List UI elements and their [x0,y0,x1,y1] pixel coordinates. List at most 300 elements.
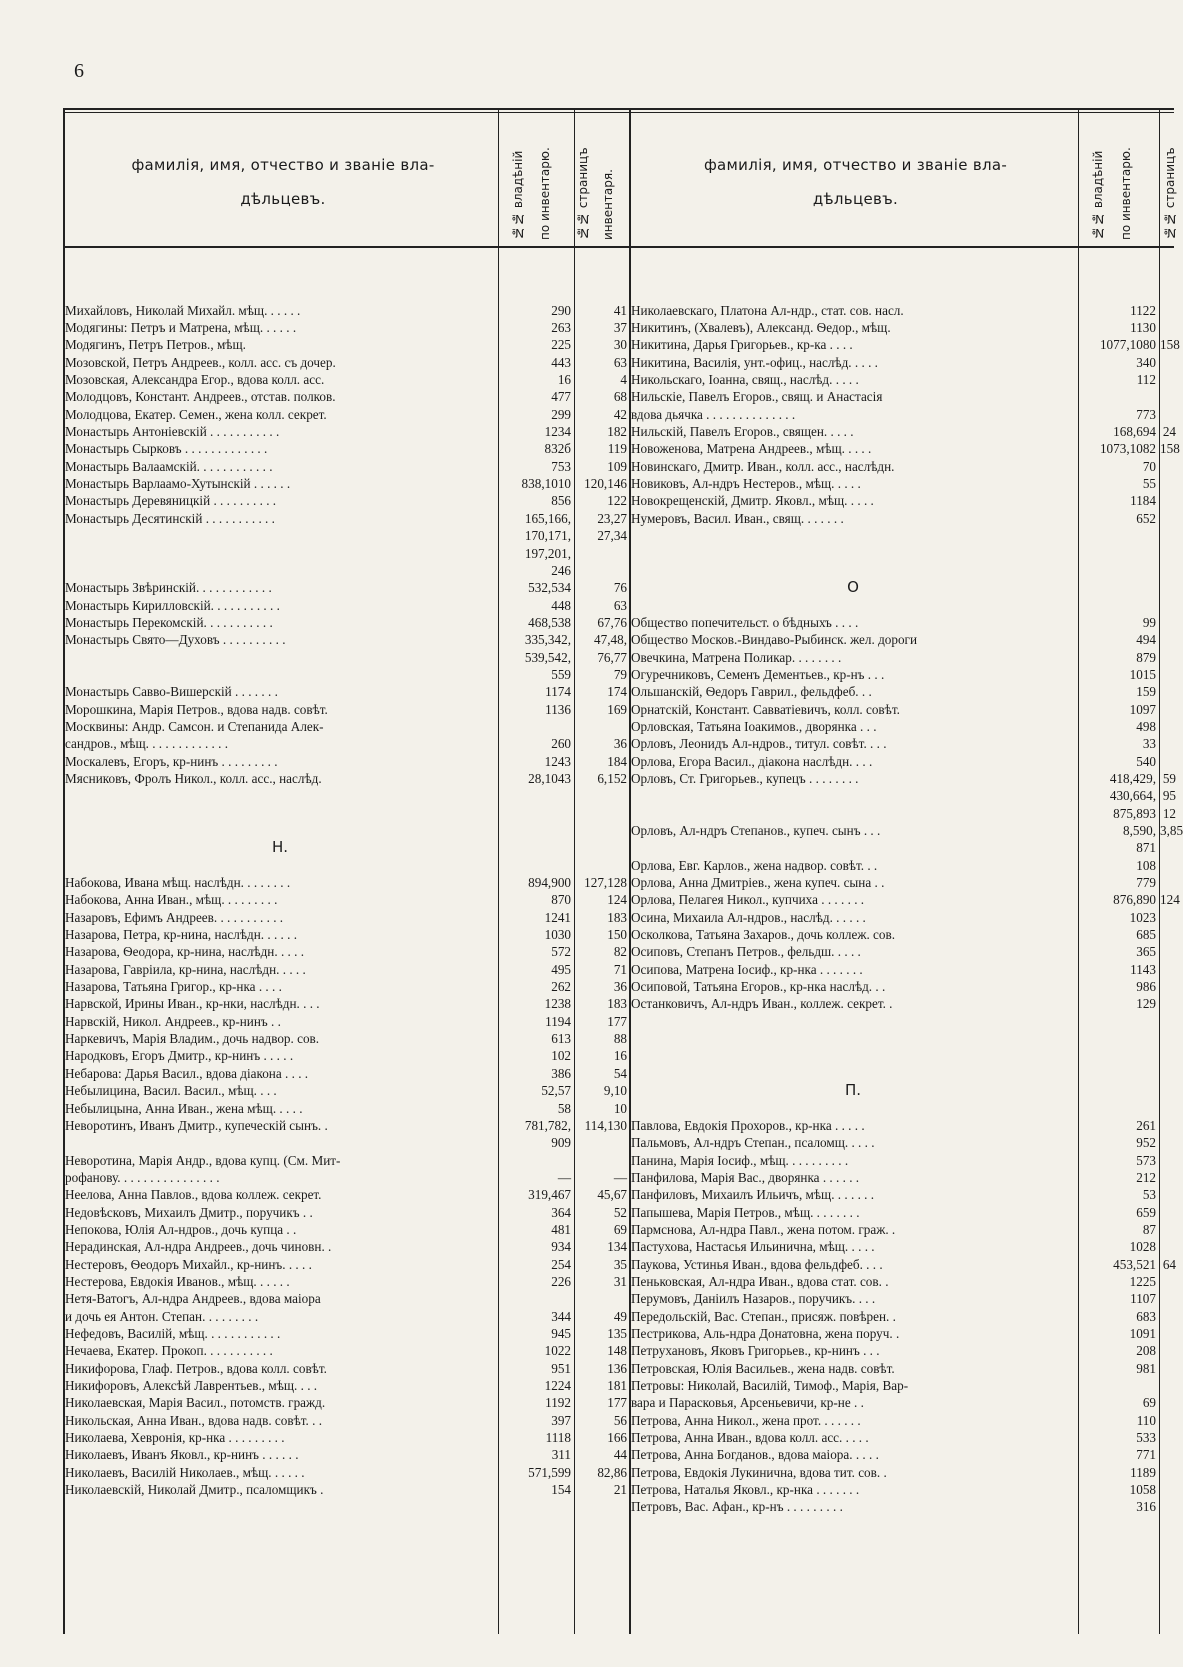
inventory-page: 158 [1160,441,1180,457]
inventory-number: 871 [1136,840,1156,856]
owner-name: Новокрещенскій, Дмитр. Яковл., мѣщ. . . . . [631,493,874,509]
entry-row [631,995,1176,1012]
owner-name: Недовѣсковъ, Михаилъ Дмитр., поручикъ . . [65,1204,313,1220]
owner-name: Пальмовъ, Ал-ндръ Степан., псаломщ. . . . . [631,1135,875,1151]
section-letter [631,1082,1075,1099]
entry-row [631,770,1176,787]
inventory-number: 263 [551,320,571,336]
owner-name: Монастырь Перекомскій. . . . . . . . . . . [65,614,273,630]
owner-name: Монастырь Варлаамо-Хутынскій . . . . . . [65,476,291,492]
inventory-number: 55 [1142,476,1156,492]
inventory-number: 1028 [1129,1239,1156,1255]
owner-name: Орлова, Егора Васил., діакона наслѣдн. . . . [631,753,873,769]
entry-row [65,1360,629,1377]
inventory-page: — [613,1169,627,1185]
entry-row [65,510,629,527]
inventory-number: 418,429, [1109,770,1156,786]
inventory-number: 386 [551,1065,571,1081]
entry-row [65,1481,629,1498]
inventory-number: 87 [1142,1221,1156,1237]
inventory-number: 934 [551,1239,571,1255]
entry-row [65,475,629,492]
inventory-number: 1194 [545,1013,571,1029]
inventory-number: 477 [551,389,571,405]
owner-name: Осиповой, Татьяна Егоров., кр-нка наслѣд. . . [631,979,886,995]
owner-name: Останковичъ, Ал-ндръ Иван., коллеж. секрет. . [631,996,893,1012]
owner-name: Орловъ, Ст. Григорьев., купецъ . . . . . . . . [631,770,859,786]
owner-name: Морошкина, Марія Петров., вдова надв. совѣт. [65,701,328,717]
owner-name: Николаевская, Марія Васил., потомств. гражд. [65,1395,326,1411]
entry-row [631,1256,1176,1273]
right-num-header-sub: по инвентарю. [1119,147,1133,240]
entry-row [65,1152,629,1169]
owner-name: Невоpотинъ, Иванъ Дмитр., купеческій сынъ. . [65,1117,328,1133]
inventory-number: 448 [551,597,571,613]
entry-row [65,770,629,787]
left-page-header: №№ страницъ [576,147,590,240]
entry-row [631,1446,1176,1463]
owner-name: Николаевскій, Николай Дмитр., псаломщикъ . [65,1482,324,1498]
inventory-number: 99 [1142,614,1156,630]
owner-name: Народковъ, Егоръ Дмитр., кр-нинъ . . . . . [65,1048,294,1064]
inventory-number: 498 [1136,718,1156,734]
inventory-page: 36 [613,979,627,995]
entry-row [65,302,629,319]
inventory-number: 685 [1136,927,1156,943]
entry-row [631,1117,1176,1134]
inventory-number: 70 [1142,458,1156,474]
owner-name: Овечкина, Матрена Поликар. . . . . . . . [631,649,842,665]
entry-row [631,267,1176,284]
inventory-page: 30 [613,337,627,353]
header-bottom-border [63,246,1174,248]
owner-name: Петрова, Наталья Яковл., кр-нка . . . . . . . [631,1482,860,1498]
entry-row [631,1481,1176,1498]
inventory-number: 539,542, [524,649,571,665]
owner-name: Молодцова, Екатер. Семен., жена колл. секрет. [65,406,327,422]
entry-row [631,1412,1176,1429]
inventory-page: 64 [1162,1256,1176,1272]
inventory-page: 35 [613,1256,627,1272]
inventory-number: 1184 [1130,493,1156,509]
inventory-page: 184 [607,753,627,769]
inventory-number: 69 [1142,1395,1156,1411]
owner-name: Осипова, Матрена Іосиф., кр-нка . . . . . . . [631,961,863,977]
entry-row [631,943,1176,960]
inventory-page: 88 [613,1031,627,1047]
inventory-page: 127,128 [584,875,627,891]
inventory-page: 120,146 [584,476,627,492]
entry-row [65,1013,629,1030]
entry-row [65,1238,629,1255]
inventory-page: 63 [613,354,627,370]
section-letter-text: О [847,578,859,597]
owner-name: Монастырь Антоніевскій . . . . . . . . . . . [65,424,280,440]
owner-name: Ольшанскій, Ѳедоръ Гаврил., фельдфеб. . . [631,684,872,700]
entry-row [65,1429,629,1446]
table-top-border [63,108,1174,110]
section-letter [631,579,1075,596]
inventory-page: 114,130 [584,1117,627,1133]
entry-row [631,891,1180,908]
owner-name: Орловъ, Леонидъ Ал-ндров., титул. совѣт. . . . [631,736,887,752]
owner-name: Петрухановъ, Яковъ Григорьев., кр-нинъ . . . [631,1343,880,1359]
inventory-page: 16 [613,1048,627,1064]
inventory-number: 659 [1136,1204,1156,1220]
entry-row [631,371,1176,388]
entry-row [631,857,1176,874]
inventory-number: 58 [557,1100,571,1116]
owner-name: Никитина, Дарья Григорьев., кр-ка . . . . [631,337,853,353]
inventory-number: 246 [551,562,571,578]
owner-name: Монастырь Савво-Вишерскій . . . . . . . [65,684,278,700]
inventory-page: 76,77 [597,649,627,665]
owner-name: Монастырь Валаамскій. . . . . . . . . . . . [65,458,273,474]
owner-name: Паукова, Устинья Иван., вдова фельдфеб. . . . [631,1256,883,1272]
entry-row [631,874,1176,891]
inventory-number: 773 [1136,406,1156,422]
owner-name: Новоженова, Матрена Андреев., мѣщ. . . . . [631,441,872,457]
owner-name: Москвины: Андр. Самсон. и Степанида Алек- [65,718,324,734]
entry-row [631,1308,1176,1325]
inventory-page: 181 [607,1378,627,1393]
entry-row [65,319,629,336]
entry-row [631,1100,1176,1117]
owner-name: и дочь ея Антон. Степан. . . . . . . . . [65,1308,259,1324]
entry-row [65,1377,629,1394]
inventory-page: 150 [607,927,627,943]
inventory-number: 832б [544,441,571,457]
entry-row [65,267,629,284]
entry-row [65,631,629,648]
owner-name: Монастырь Свято—Духовъ . . . . . . . . . . [65,632,286,648]
owner-name: Перумовъ, Даніилъ Назаров., поручикъ. . . . [631,1291,876,1307]
owner-name: Осиповъ, Степанъ Петров., фельдш. . . . . [631,944,861,960]
entry-row [631,406,1176,423]
entry-row [65,683,629,700]
inventory-number: 165,166, [524,510,571,526]
inventory-page: 71 [613,961,627,977]
owner-name: Нестеровъ, Ѳеодоръ Михайл., кр-нинъ. . . . . [65,1256,312,1272]
owner-name: Назарова, Татьяна Григор., кр-нка . . . . [65,979,282,995]
owner-name: Молодцовъ, Констант. Андреев., отстав. полков. [65,389,336,405]
inventory-page: 76 [613,580,627,596]
owner-name: Никифоровъ, Алексѣй Лаврентьев., мѣщ. . . . [65,1378,318,1393]
inventory-number: 1225 [1129,1273,1156,1289]
owner-name: Петрова, Анна Никол., жена прот. . . . . . . [631,1412,861,1428]
section-letter [65,839,495,856]
right-name-header: фамилія, имя, отчество и званіе вла- дѣльцевъ. [703,156,1008,208]
entry-row [631,1134,1176,1151]
entry-row [631,440,1180,457]
inventory-page: 122 [607,493,627,509]
owner-name: Невоpотина, Марія Андр., вдова купц. (См. Мит- [65,1152,341,1168]
inventory-number: 1073,1082 [1099,441,1156,457]
owner-name: Новинскаго, Дмитр. Иван., колл. асс., наслѣдн. [631,458,895,474]
entry-row [631,1342,1176,1359]
inventory-number: 495 [551,961,571,977]
entry-row [631,631,1176,648]
inventory-number: 53 [1142,1187,1156,1203]
inventory-number: 981 [1136,1360,1156,1376]
entry-row [65,1100,629,1117]
inventory-number: 1097 [1129,701,1156,717]
section-letter-text: П. [844,1081,862,1100]
inventory-number: 1192 [545,1395,571,1411]
inventory-number: 1243 [544,753,571,769]
entry-row [631,1377,1176,1394]
entry-row [631,649,1176,666]
inventory-number: 573 [1136,1152,1156,1168]
inventory-page: 44 [613,1447,627,1463]
inventory-page: 3,85 [1160,823,1183,838]
inventory-number: 1174 [545,684,571,700]
owner-name: Непокова, Юлія Ал-ндров., дочь купца . . [65,1221,297,1237]
owner-name: Нумеровъ, Васил. Иван., свящ. . . . . . . [631,510,844,526]
inventory-page: 41 [613,302,627,318]
owner-name: Папышева, Марія Петров., мѣщ. . . . . . . . [631,1204,860,1220]
entry-row [631,701,1176,718]
owner-name: Набокова, Ивана мѣщ. наслѣдн. . . . . . . . [65,875,291,891]
owner-name: Петровская, Юлія Васильев., жена надв. совѣт. [631,1360,895,1376]
inventory-page: 6,152 [597,770,627,786]
owner-name: Николаевъ, Василій Николаев., мѣщ. . . . . . [65,1464,305,1480]
owner-name: Нерадинская, Ал-ндра Андреев., дочь чиновн. . [65,1239,332,1255]
owner-name: Осколкова, Татьяна Захаров., дочь коллеж. сов. [631,927,896,943]
entry-row [631,909,1176,926]
entry-row [631,458,1176,475]
inventory-number: 443 [551,354,571,370]
owner-name: Нефедовъ, Василій, мѣщ. . . . . . . . . . . . [65,1325,281,1341]
owner-name: Нестерова, Евдокія Иванов., мѣщ. . . . . . [65,1273,290,1289]
owner-name: Никольская, Анна Иван., вдова надв. совѣт. . . [65,1412,323,1428]
inventory-page: 42 [613,406,627,422]
inventory-page: 52 [613,1204,627,1220]
inventory-page: 63 [613,597,627,613]
inventory-number: 683 [1136,1308,1156,1324]
inventory-number: 951 [551,1360,571,1376]
inventory-number: 779 [1136,875,1156,891]
inventory-number: 652 [1136,510,1156,526]
inventory-number: 559 [551,666,571,682]
entry-row [631,1325,1176,1342]
entry-row [65,1446,629,1463]
entry-row [65,666,629,683]
inventory-number: 771 [1136,1447,1156,1463]
owner-name: Орнатскій, Констант. Савватіевичъ, колл. совѣт. [631,701,900,717]
inventory-page: 36 [613,736,627,752]
owner-name: вара и Парасковья, Арсеньевичи, кр-не . . [631,1395,864,1411]
entry-row [631,1394,1176,1411]
entry-row [65,527,629,544]
inventory-number: 572 [551,944,571,960]
section-letter-text: Н. [271,838,289,857]
entry-row [65,597,629,614]
owner-name: Пастухова, Настасья Ильинична, мѣщ. . . . . [631,1239,875,1255]
entry-row [631,510,1176,527]
owner-name: Никитинъ, (Хвалевъ), Александ. Ѳедор., мѣщ. [631,320,891,336]
entry-row [65,1256,629,1273]
inventory-page: 4 [620,372,627,388]
entry-row [65,787,629,804]
entry-row [65,1117,629,1134]
inventory-number: 986 [1136,979,1156,995]
entry-row [631,926,1176,943]
entry-row [65,1325,629,1342]
inventory-number: 1189 [1130,1464,1156,1480]
inventory-number: 1234 [544,424,571,440]
inventory-number: 481 [551,1221,571,1237]
owner-name: Орловская, Татьяна Іоакимов., дворянка . . . [631,718,877,734]
entry-row [65,336,629,353]
left-name-header: фамилія, имя, отчество и званіе вла- дѣльцевъ. [131,156,435,208]
inventory-number: 311 [551,1447,571,1463]
inventory-number: 364 [551,1204,571,1220]
right-entries [631,267,1183,1516]
inventory-number: 1118 [545,1430,571,1446]
entry-row [631,787,1176,804]
entry-row [65,284,629,301]
owner-name: Модягинъ, Петръ Петров., мѣщ. [65,337,246,353]
owner-name: Панина, Марія Іосиф., мѣщ. . . . . . . . . . [631,1152,849,1168]
entry-row [631,1273,1176,1290]
inventory-number: 16 [557,372,571,388]
inventory-number: — [557,1169,571,1185]
register-table [63,108,1183,1634]
entry-row [65,1047,629,1064]
entry-row [631,683,1176,700]
inventory-page: 183 [607,996,627,1012]
inventory-number: 876,890 [1113,892,1156,908]
owner-name: Петрова, Анна Богданов., вдова маіора. . . . . [631,1447,879,1463]
entry-row [631,319,1176,336]
inventory-number: 8,590, [1123,823,1156,838]
owner-name: Мозовской, Петръ Андреев., колл. асс. съ дочер. [65,354,336,370]
inventory-page: 169 [607,701,627,717]
left-entries [65,267,629,1498]
entry-row [631,666,1176,683]
left-page-header-sub: инвентаря. [601,169,615,240]
inventory-page: 67,76 [597,614,627,630]
inventory-number: 494 [1136,632,1156,648]
entry-row [65,406,629,423]
inventory-number: 335,342, [524,632,571,648]
owner-name: Монастырь Кирилловскій. . . . . . . . . . . [65,597,280,613]
entry-row [631,1204,1176,1221]
owner-name: Орлова, Анна Дмитріев., жена купеч. сына . . [631,875,885,891]
inventory-number: 344 [551,1308,571,1324]
owner-name: Модягины: Петръ и Матрена, мѣщ. . . . . . [65,320,297,336]
entry-row [631,1152,1176,1169]
inventory-number: 102 [551,1048,571,1064]
entry-row [631,718,1176,735]
entry-row [65,649,629,666]
inventory-number: 170,171, [524,528,571,544]
inventory-number: 540 [1136,753,1156,769]
inventory-number: 1058 [1129,1482,1156,1498]
owner-name: Петрова, Анна Иван., вдова колл. асс. . . . . [631,1430,869,1446]
entry-row [631,822,1183,839]
owner-name: рофанову. . . . . . . . . . . . . . . . [65,1169,220,1185]
entry-row [65,614,629,631]
inventory-page: 124 [1160,892,1180,908]
inventory-number: 894,900 [528,875,571,891]
owner-name: Петровъ, Вас. Афан., кр-нъ . . . . . . . . . [631,1499,843,1515]
inventory-number: 397 [551,1412,571,1428]
owner-name: Петровы: Николай, Василій, Тимоф., Марія, Вар- [631,1378,909,1393]
entry-row [65,995,629,1012]
entry-row [65,423,629,440]
inventory-page: 82 [613,944,627,960]
entry-row [65,857,629,874]
inventory-number: 365 [1136,944,1156,960]
page-number: 6 [74,60,84,82]
right-num-header: №№ владѣній [1091,150,1105,240]
inventory-page: 37 [613,320,627,336]
inventory-number: 533 [1136,1430,1156,1446]
inventory-page: 68 [613,389,627,405]
owner-name: Монастырь Сырковъ . . . . . . . . . . . . . [65,441,268,457]
entry-row [65,545,629,562]
entry-row [631,562,1176,579]
entry-row [631,1047,1176,1064]
inventory-page: 134 [607,1239,627,1255]
entry-row [65,926,629,943]
owner-name: Небылицина, Васил. Васил., мѣщ. . . . [65,1083,277,1099]
inventory-page: 56 [613,1412,627,1428]
entry-row [65,492,629,509]
owner-name: Мозовская, Александра Егор., вдова колл. асс. [65,372,325,388]
owner-name: Нетя-Ватогъ, Ал-ндра Андреев., вдова маіора [65,1291,321,1307]
inventory-page: 177 [607,1395,627,1411]
inventory-number: 1122 [1130,302,1156,318]
inventory-number: 52,57 [541,1083,571,1099]
inventory-page: 177 [607,1013,627,1029]
owner-name: Огуречниковъ, Семенъ Дементьев., кр-нъ . . . [631,666,885,682]
inventory-number: 1022 [544,1343,571,1359]
inventory-number: 197,201, [524,545,571,561]
entry-row [631,354,1176,371]
entry-row [631,527,1176,544]
inventory-number: 870 [551,892,571,908]
inventory-number: 753 [551,458,571,474]
entry-row [631,839,1176,856]
owner-name: Никольскаго, Іоанна, свящ., наслѣд. . . . . [631,372,859,388]
inventory-page: 136 [607,1360,627,1376]
inventory-page: 47,48, [594,632,627,648]
inventory-number: 208 [1136,1343,1156,1359]
owner-name: Назарова, Ѳеодора, кр-нина, наслѣдн. . . . . [65,944,305,960]
left-num-header-sub: по инвентарю. [538,147,552,240]
inventory-page: 24 [1162,424,1176,440]
owner-name: Небарова: Дарья Васил., вдова діакона . . . . [65,1065,309,1081]
inventory-number: 319,467 [528,1187,571,1203]
entry-row [65,978,629,995]
entry-row [631,978,1176,995]
entry-row [65,440,629,457]
entry-row [631,302,1176,319]
entry-row [631,1498,1176,1515]
inventory-page: 166 [607,1430,627,1446]
owner-name: Общество Москов.-Виндаво-Рыбинск. жел. дороги [631,632,918,648]
owner-name: Назарова, Петра, кр-нина, наслѣдн. . . . . . [65,927,298,943]
owner-name: Орлова, Пелагея Никол., купчиха . . . . . . . [631,892,865,908]
inventory-page: 45,67 [597,1187,627,1203]
inventory-page: 49 [613,1308,627,1324]
left-num-header: №№ владѣній [511,150,525,240]
inventory-page: 174 [607,684,627,700]
owner-name: Пестрикова, Аль-ндра Донатовна, жена поруч. . [631,1325,900,1341]
